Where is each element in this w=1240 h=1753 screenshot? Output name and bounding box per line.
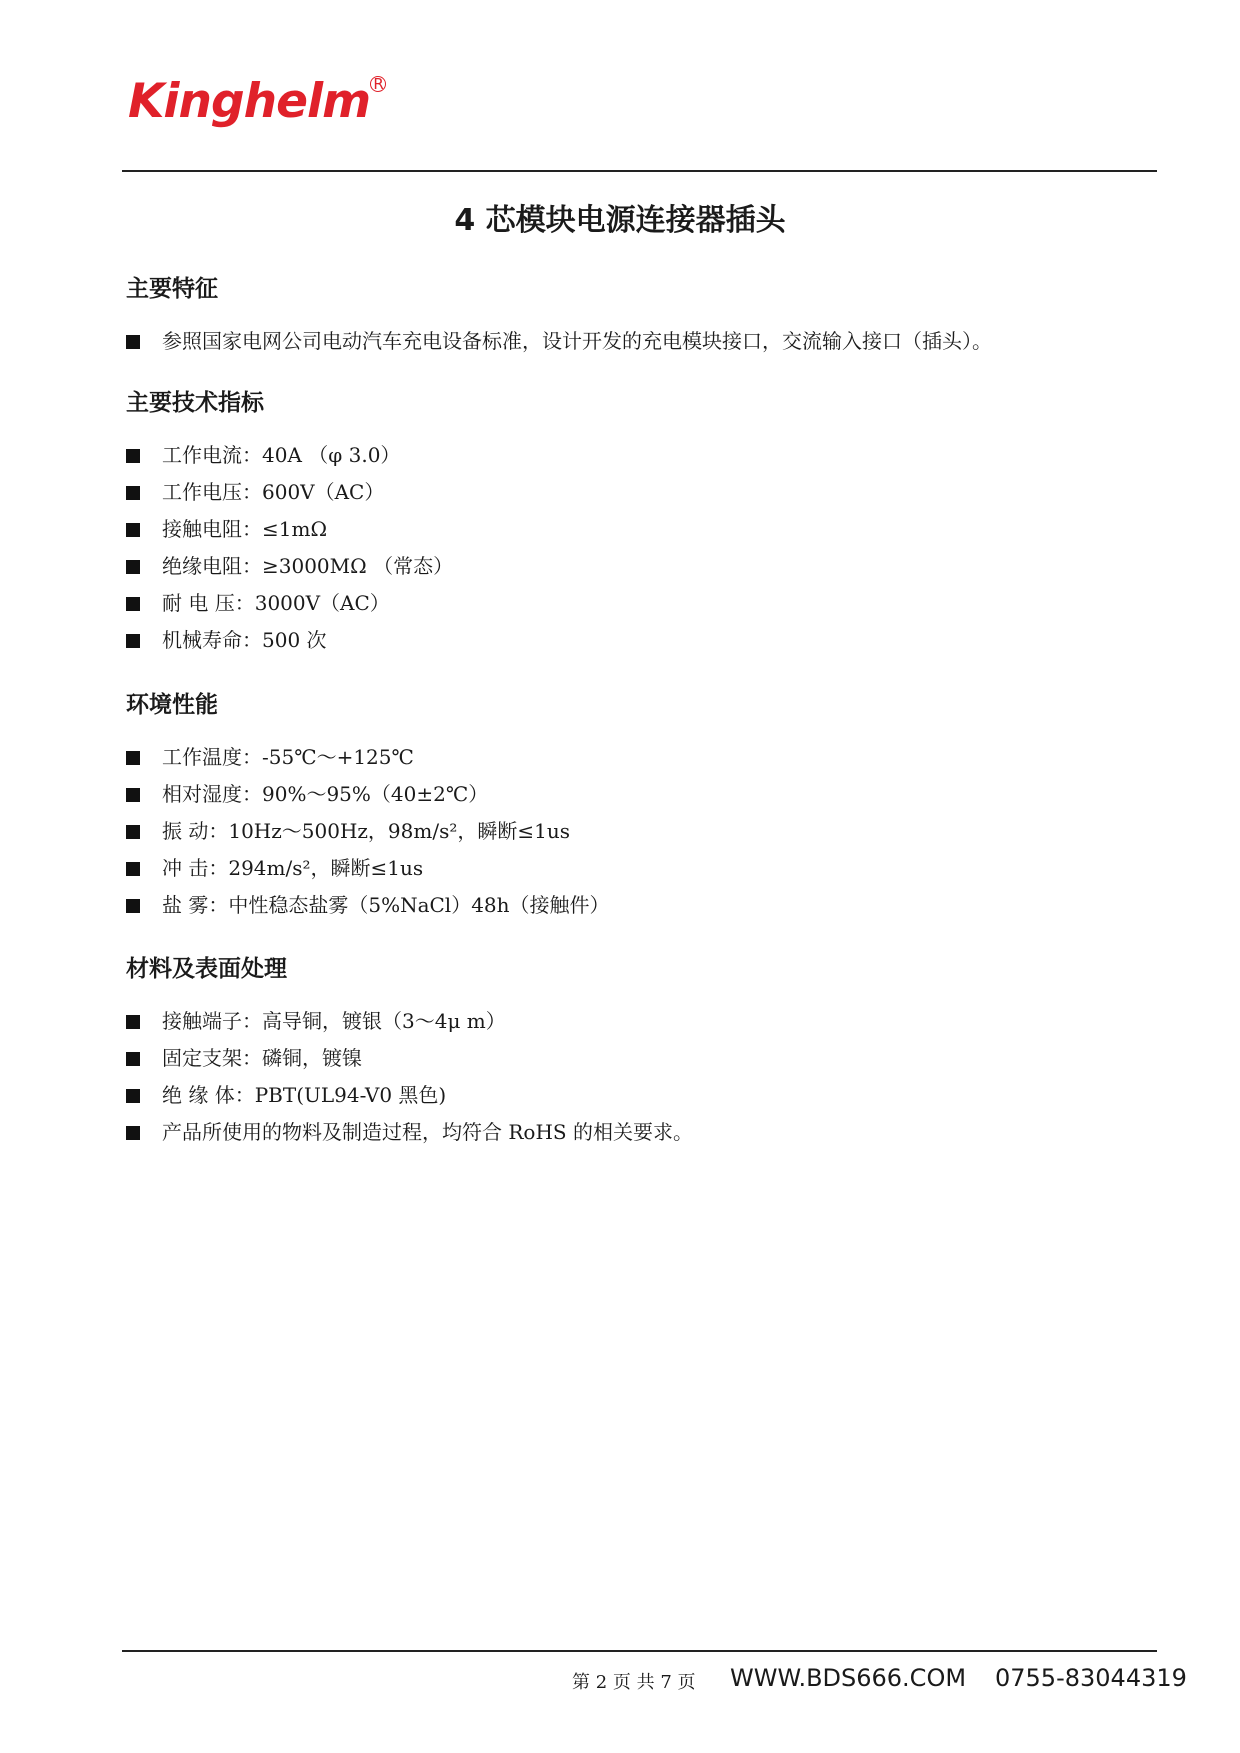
list-item: 相对湿度：90%～95%（40±2℃） xyxy=(126,781,488,807)
square-bullet-icon xyxy=(126,335,140,349)
phone-number: 0755-83044319 xyxy=(995,1664,1187,1692)
list-item: 产品所使用的物料及制造过程，均符合 RoHS 的相关要求。 xyxy=(126,1119,693,1145)
list-item: 固定支架：磷铜，镀镍 xyxy=(126,1045,362,1071)
list-item: 工作电压：600V（AC） xyxy=(126,479,384,505)
square-bullet-icon xyxy=(126,597,140,611)
square-bullet-icon xyxy=(126,560,140,574)
registered-mark: R xyxy=(370,76,386,92)
square-bullet-icon xyxy=(126,1126,140,1140)
square-bullet-icon xyxy=(126,1089,140,1103)
square-bullet-icon xyxy=(126,751,140,765)
header-divider xyxy=(122,170,1157,172)
list-item: 绝缘电阻：≥3000MΩ （常态） xyxy=(126,553,453,579)
logo-text: Kinghelm xyxy=(128,74,371,129)
list-item: 绝 缘 体：PBT(UL94-V0 黑色) xyxy=(126,1082,446,1108)
list-item: 振 动：10Hz～500Hz，98m/s²，瞬断≤1us xyxy=(126,818,570,844)
kinghelm-logo xyxy=(128,74,383,129)
website-link[interactable]: WWW.BDS666.COM xyxy=(730,1664,967,1692)
list-item: 机械寿命：500 次 xyxy=(126,627,327,653)
footer-divider xyxy=(122,1650,1157,1652)
list-item: 工作温度：-55℃～+125℃ xyxy=(126,744,414,770)
square-bullet-icon xyxy=(126,523,140,537)
list-item: 工作电流：40A （φ 3.0） xyxy=(126,442,400,468)
square-bullet-icon xyxy=(126,862,140,876)
square-bullet-icon xyxy=(126,449,140,463)
square-bullet-icon xyxy=(126,486,140,500)
list-item: 耐 电 压：3000V（AC） xyxy=(126,590,390,616)
square-bullet-icon xyxy=(126,1015,140,1029)
list-item: 参照国家电网公司电动汽车充电设备标准，设计开发的充电模块接口，交流输入接口（插头）。 xyxy=(126,328,992,354)
square-bullet-icon xyxy=(126,634,140,648)
square-bullet-icon xyxy=(126,1052,140,1066)
list-item: 接触电阻：≤1mΩ xyxy=(126,516,327,542)
page-number: 第 2 页 共 7 页 xyxy=(572,1672,696,1693)
list-item: 冲 击：294m/s²，瞬断≤1us xyxy=(126,855,423,881)
list-item: 盐 雾：中性稳态盐雾（5%NaCl）48h（接触件） xyxy=(126,892,610,918)
section-heading-specs: 主要技术指标 xyxy=(126,390,264,416)
section-heading-features: 主要特征 xyxy=(126,276,218,302)
section-heading-environment: 环境性能 xyxy=(126,692,218,718)
square-bullet-icon xyxy=(126,899,140,913)
list-item: 接触端子：高导铜，镀银（3～4μ m） xyxy=(126,1008,506,1034)
square-bullet-icon xyxy=(126,825,140,839)
page-title: 4 芯模块电源连接器插头 xyxy=(454,203,786,238)
section-heading-materials: 材料及表面处理 xyxy=(126,956,287,982)
square-bullet-icon xyxy=(126,788,140,802)
